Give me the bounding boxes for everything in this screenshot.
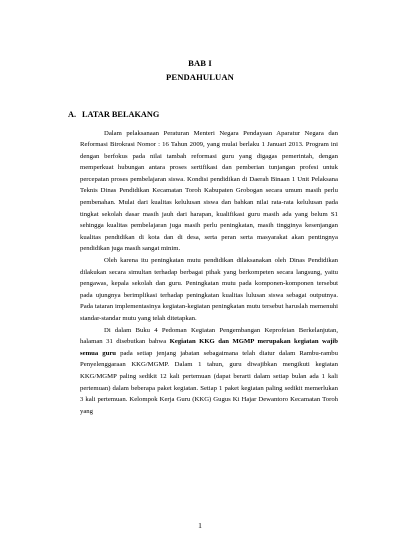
section-heading <box>68 110 159 119</box>
paragraph: Oleh karena itu peningkatan mutu pendidikan dilaksanakan oleh Dinas Pendidikan dilakukan secara simultan terhadap berbagai pihak yang berkompeten secara langsung, yaitu pengawas, kepala sekolah dan guru. Peningkatan mutu pada komponen-komponen tersebut pada ujungnya berimplikasi terhadap peningkatan kualitas lulusan siswa sebagai outputnya. Pada tataran implementasinya kegiatan-kegiatan peningkatan mutu tersebut haruslah memenuhi standar-standar mutu yang telah ditetapkan. <box>80 257 338 322</box>
paragraph-text: Di dalam Buku 4 Pedoman Kegiatan Pengembangan Keprofeian Berkelanjutan, halaman 31 disebutkan bahwa <box>80 326 338 346</box>
chapter-title: PENDAHULUAN <box>166 72 234 82</box>
page-number: 1 <box>198 521 202 530</box>
emphasized-text: Kegiatan KKG dan MGMP merupakan kegiatan wajib semua guru <box>80 338 338 357</box>
paragraph <box>80 325 338 418</box>
paragraph: Dalam pelaksanaan Peraturan Menteri Negara Pendayaan Aparatur Negara dan Reformasi Birokrasi Nomor : 16 Tahun 2009, yang mulai berlaku 1 Januari 2013. Program ini dengan berfokus pada nilai tambah reformasi guru yang digagas pemerintah, dengan memperkuat hubungan antara proses sertifikasi dan pemberian tunjangan profesi untuk percepatan proses pembelajaran siswa. Kondisi pendidikan di Daerah Binaan 1 Unit Pelaksana Teknis Dinas Pendidikan Kecamatan Toroh Kabupaten Grobogan secara umum masih perlu pembenahan. Mulai dari kualitas kelulusan siswa dan bahkan nilai rata-rata kelulusan pada tingkat sekolah dasar masih jauh dari harapan, kualifikasi guru masih ada yang belum S1 sehingga kualitas pembelajaran juga masih perlu peningkatan, masih tingginya kesenjangan kualitas pendidikan di kota dan di desa, serta peran serta masyarakat akan pentingnya pendidikan juga masih sangat minim. <box>80 129 338 253</box>
section-label: A. <box>68 110 77 119</box>
chapter-number: BAB I <box>188 58 212 68</box>
paragraph-text: pada setiap jenjang jabatan sebagaimana telah diatur dalam Rambu-rambu Penyelenggaraan KKG/MGMP. Dalam 1 tahun, guru diwajibkan mengikuti kegiatan KKG/MGMP paling sedikit 12 kali pertemuan (dapat berarti dalam setiap bulan ada 1 kali pertemuan) dalam beberapa paket kegiatan. Setiap 1 paket kegiatan paling sedikit memerlukan 3 kali pertemuan. Kelompok Kerja Guru (KKG) Gugus Ki Hajar Dewantoro Kecamatan Toroh yang <box>80 349 338 415</box>
body-text <box>80 128 338 418</box>
section-title: LATAR BELAKANG <box>82 110 160 119</box>
